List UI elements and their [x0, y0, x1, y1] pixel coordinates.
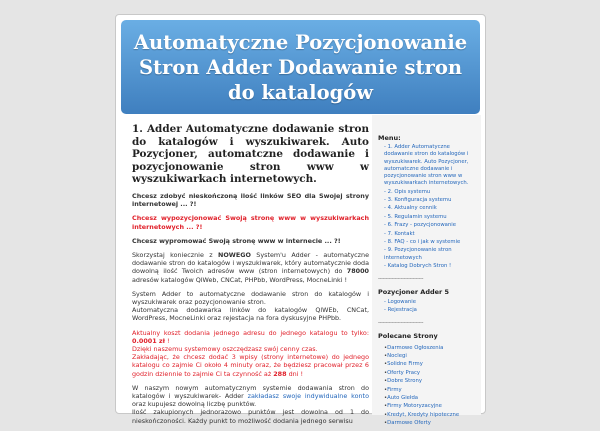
text: adresów katalogów QlWeb, CNCat, PHPbb, WordPress, MocneLinki !	[132, 275, 348, 284]
recommended-item[interactable]: • Firmy	[384, 387, 475, 394]
menu-item[interactable]: - 4. Aktualny cennik	[384, 205, 437, 212]
recommended-item[interactable]: • Kredyt, Kredyty hipoteczne	[384, 412, 475, 419]
recommended-title: Polecane Strony	[378, 332, 438, 341]
account-paragraph	[132, 384, 369, 425]
recommended-item[interactable]: • Firmy Motoryzacyjne	[384, 403, 475, 410]
article-heading: 1. Adder Automatyczne dodawanie stron do katalogów i wyszukiwarek. Auto Pozycjoner, automatczne dodawanie i pozycjonowanie stron www w wyszukiwarkach internetowych.	[132, 123, 369, 186]
recommended-item[interactable]: • Noclegi	[384, 353, 475, 360]
register-link[interactable]: - Rejestracja	[384, 306, 417, 313]
days-count: 288	[273, 369, 287, 378]
pricing-paragraph	[132, 329, 369, 378]
system-description	[132, 290, 369, 323]
recommended-item[interactable]: • Darmowe Oferty	[384, 420, 475, 427]
page-container	[115, 14, 486, 427]
text: Ilość zakupionych jednorazowo punktów jest dowolna od 1 do nieskończoności. Każdy punkt to możliwość dodania jednego serwisu	[132, 408, 369, 425]
main-content	[132, 123, 369, 431]
adder-title: Pozycjoner Adder 5	[378, 288, 450, 297]
menu-item[interactable]: - 8. FAQ - co i jak w systemie	[384, 238, 461, 245]
sidebar-hidden-text	[372, 115, 481, 125]
site-title[interactable]: Automatyczne Pozycjonowanie Stron Adder Dodawanie stron do katalogów	[133, 30, 468, 104]
menu-item[interactable]: - 5. Regulamin systemu	[384, 213, 447, 220]
menu-title: Menu:	[378, 134, 401, 142]
site-header	[121, 20, 480, 114]
recommended-item[interactable]: • Solidne Firmy	[384, 361, 475, 368]
recommended-list	[378, 345, 475, 428]
menu-list	[378, 144, 475, 270]
recommended-item[interactable]: • Auto Giełda	[384, 395, 475, 402]
text: System'u Adder - automatyczne dodawanie stron do katalogów i wyszukiwarek, który automatycznie doda dowolną ilość Twoich adresów www (stron internetowych) do	[132, 250, 369, 276]
menu-item[interactable]: - 2. Opis systemu	[384, 188, 431, 195]
sidebar	[372, 115, 481, 427]
login-link[interactable]: - Logowanie	[384, 298, 416, 305]
text: !	[164, 336, 170, 345]
text: Aktualny koszt dodania jednego adresu do jednego katalogu to tylko:	[132, 328, 369, 337]
price-value: 0.0001 zł	[132, 336, 165, 345]
separator: ------------------------------	[378, 276, 424, 283]
text: W naszym nowym automatycznym systemie dodawania stron do katalogów i wyszukiwarek- Adder	[132, 383, 369, 401]
text: Automatyczna dodawarka linków do katalogów QlWEb, CNCat, WordPress, MocneLinki oraz rejestacja na fora dyskusyjne PHPbb.	[132, 306, 369, 323]
intro-paragraph	[132, 251, 369, 284]
separator: ------------------------------	[378, 320, 424, 327]
question-positioning: Chcesz wypozycjonować Swoją stronę www w wyszukiwarkach internetowych ... ?!	[132, 214, 369, 231]
directory-count: 78000	[346, 267, 369, 276]
new-label: NOWEGO	[218, 250, 251, 259]
text: Zakładając, że chcesz dodać 3 wpisy (strony internetowe) do jednego katalogu co zajmie Ci około 4 minuty oraz, że będziesz pracował przez 6 godzin dziennie to zajmie Ci ta czynność aż	[132, 353, 369, 378]
menu-item[interactable]: - 3. Konfiguracja systemu	[384, 197, 452, 203]
recommended-item[interactable]: • Oferty Pracy	[384, 370, 475, 377]
recommended-item[interactable]: • Darmowe Ogłoszenia	[384, 345, 475, 352]
text: oraz kupujesz dowolną liczbę punktów.	[132, 400, 257, 409]
create-account-link[interactable]: zakładasz swoje indywidualne konto	[247, 392, 369, 401]
text: Skorzystaj koniecznie z	[132, 250, 219, 259]
text: System Adder to automatyczne dodawanie stron do katalogów i wyszukiwarek oraz pozycjonowanie stron.	[132, 289, 369, 306]
recommended-item[interactable]: • Dobre Strony	[384, 378, 475, 385]
question-promotion: Chcesz wypromować Swoją stronę www w internecie ... ?!	[132, 236, 341, 245]
text: dni !	[286, 369, 304, 378]
menu-item[interactable]: - 9. Pozycjonowanie stron internetowych	[384, 247, 452, 261]
menu-item[interactable]: - 6. Frazy - pozycjonowanie	[384, 222, 457, 229]
adder-list	[378, 299, 475, 315]
menu-item[interactable]: - Katalog Dobrych Stron !	[384, 262, 452, 269]
question-seo-links: Chcesz zdobyć nieskończoną ilość linków SEO dla Swojej strony internetowej ... ?!	[132, 191, 369, 209]
menu-item[interactable]: - 1. Adder Automatyczne dodawanie stron do katalogów i wyszukiwarek. Auto Pozycjoner, automatczne dodawanie i pozycjonowanie stron www w wyszukiwarkach internetowych.	[384, 144, 469, 187]
text: Dzięki naszemu systemowy oszczędzasz swój cenny czas.	[132, 345, 318, 354]
menu-item[interactable]: - 7. Kontakt	[384, 230, 415, 237]
